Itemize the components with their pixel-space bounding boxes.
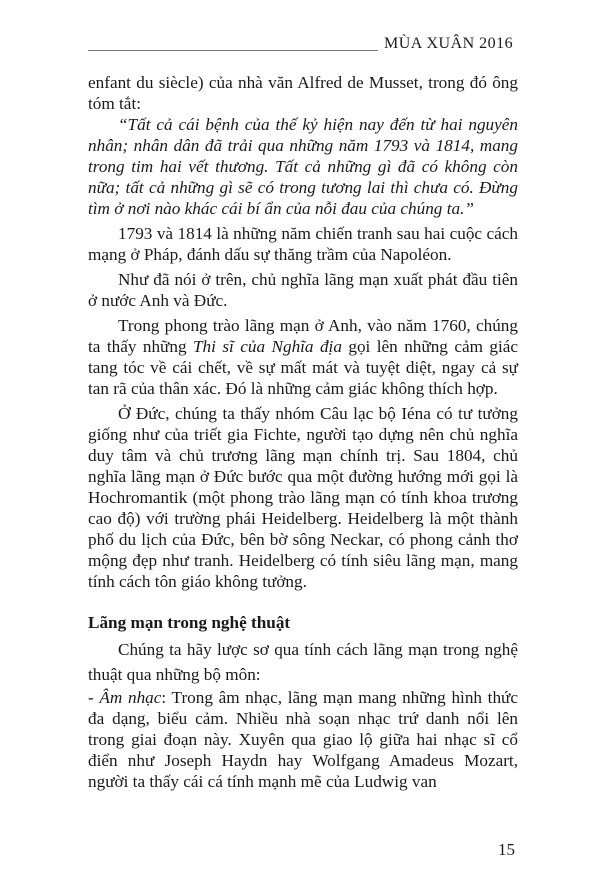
paragraph: Ở Đức, chúng ta thấy nhóm Câu lạc bộ Iéna có tư tưởng giống như của triết gia Fichte, người tạo dựng nên chủ nghĩa duy tâm và chủ trương lãng mạn chính trị. Sau 1804, chủ nghĩa lãng mạn ở Đức bước qua một đường hướng mới gọi là Hochromantik (một phong trào lãng mạn có tính khoa trương cao độ) với trường phái Heidelberg. Heidelberg là một thành phố du lịch của Đức, bên bờ sông Neckar, có phong cảnh thơ mộng đẹp như tranh. Heidelberg có tính siêu lãng mạn, mang tính cách tôn giáo không tưởng. — [88, 404, 518, 591]
paragraph: 1793 và 1814 là những năm chiến tranh sau hai cuộc cách mạng ở Pháp, đánh dấu sự thăng trầm của Napoléon. — [88, 224, 518, 264]
text-run: Trong phong trào lãng mạn ở Anh, vào năm 1760, chúng ta thấy những — [88, 316, 518, 356]
list-marker: - — [88, 688, 100, 707]
list-item — [88, 687, 518, 792]
header-rule — [88, 50, 378, 51]
emphasis: Thi sĩ của Nghĩa địa — [193, 337, 342, 356]
running-header: MÙA XUÂN 2016 — [384, 35, 514, 52]
section-heading: Lãng mạn trong nghệ thuật — [88, 613, 291, 632]
page-number: 15 — [498, 840, 515, 859]
text-run: : Trong âm nhạc, lãng mạn mang những hình thức đa dạng, biểu cảm. Nhiều nhà soạn nhạc trứ danh nổi lên trong giai đoạn này. Xuyên qua giao lộ giữa hai nhạc sĩ cổ điển như Joseph Haydn hay Wolfgang Amadeus Mozart, người ta thấy cái cá tính mạnh mẽ của Ludwig van — [88, 688, 518, 791]
paragraph: Chúng ta hãy lược sơ qua tính cách lãng mạn trong nghệ thuật qua những bộ môn: — [88, 640, 518, 684]
paragraph-continuation: enfant du siècle) của nhà văn Alfred de Musset, trong đó ông tóm tắt: — [88, 73, 518, 113]
paragraph — [88, 315, 518, 399]
emphasis: Âm nhạc — [99, 688, 162, 707]
paragraph: Như đã nói ở trên, chủ nghĩa lãng mạn xuất phát đầu tiên ở nước Anh và Đức. — [88, 270, 518, 310]
text-run: gọi lên những cảm giác tang tóc về cái chết, về sự mất mát và tuyệt diệt, ngay cả sự tan rã của thân xác. Đó là những cảm giác không thích hợp. — [88, 337, 519, 398]
body-text — [88, 72, 518, 792]
quotation: “Tất cả cái bệnh của thế kỷ hiện nay đến từ hai nguyên nhân; nhân dân đã trải qua những năm 1793 và 1814, mang trong tim hai vết thương. Tất cả những gì đã có không còn nữa; tất cả những gì sẽ có trong tương lai thì chưa có. Đừng tìm ở nơi nào khác cái bí ẩn của nỗi đau của chúng ta.” — [88, 115, 518, 218]
